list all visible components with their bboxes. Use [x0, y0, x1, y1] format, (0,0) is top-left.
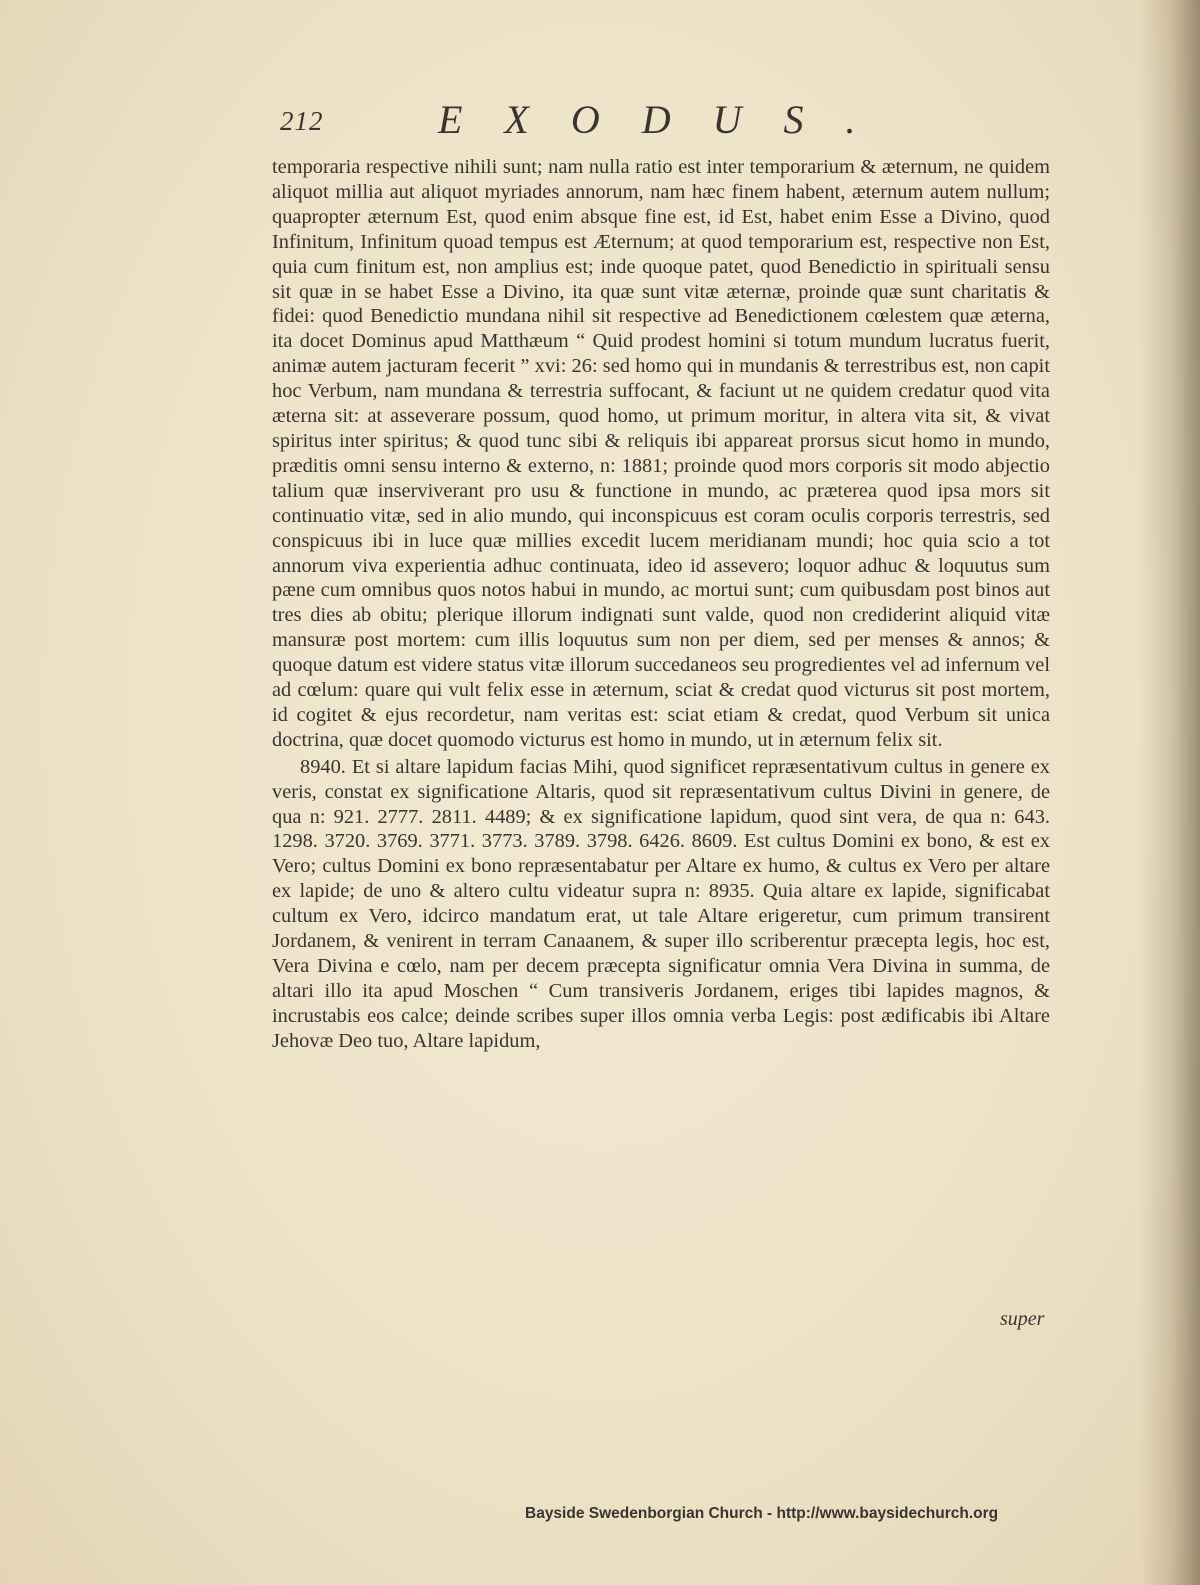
spine-shadow: [1140, 0, 1200, 1585]
page-number: 212: [280, 106, 324, 136]
body-text: [272, 155, 1050, 1054]
paragraph-8940: 8940. Et si altare lapidum facias Mihi, quod significet repræsentativum cultus in genere ex veris, constat ex significatione Altaris, quod sit repræsentativum cultus Divini in genere, de qua n: 921. 2777. 2811. 4489; & ex significatione lapidum, quod sint vera, de qua n: 643. 1298. 3720. 3769. 3771. 3773. 3789. 3798. 6426. 8609. Est cultus Domini ex bono, & est ex Vero; cultus Domini ex bono repræsentabatur per Altare ex humo, & cultus ex Vero per altare ex lapide; de uno & altero cultu videatur supra n: 8935. Quia altare ex lapide, significabat cultum ex Vero, idcirco mandatum erat, ut tale Altare erigeretur, cum primum transirent Jordanem, & venirent in terram Canaanem, & super illo scriberentur præcepta legis, hoc est, Vera Divina e cœlo, nam per decem præcepta significatur omnia Vera Divina in summa, de altari illo ita apud Moschen “ Cum transiveris Jordanem, eriges tibi lapides magnos, & incrustabis eos calce; deinde scribes super illos omnia verba Legis: post ædificabis ibi Altare Jehovæ Deo tuo, Altare lapidum,: [272, 755, 1050, 1052]
page-header: [280, 96, 1060, 146]
catchword: super: [1000, 1308, 1045, 1330]
footer-credit: Bayside Swedenborgian Church - http://www.baysidechurch.org: [525, 1505, 999, 1522]
paragraph-1: temporaria respective nihili sunt; nam nulla ratio est inter temporarium & æternum, ne quidem aliquot millia aut aliquot myriades annorum, nam hæc finem habent, æternum autem nullum; quapropter æternum Est, quod enim absque fine est, id Est, habet enim Esse a Divino, quod Infinitum, Infinitum quoad tempus est Æternum; at quod temporarium est, respective non Est, quia cum finitum est, non amplius est; inde quoque patet, quod Benedictio in spirituali sensu sit quæ in se habet Esse a Divino, ita quæ sunt vitæ æternæ, proinde quæ sunt charitatis & fidei: quod Benedictio mundana nihil sit respective ad Benedictionem cœlestem quæ æterna, ita docet Dominus apud Matthæum “ Quid prodest homini si totum mundum lucratus fuerit, animæ autem jacturam fecerit ” xvi: 26: sed homo qui in mundanis & terrestribus est, non capit hoc Verbum, nam mundana & terrestria suffocant, & faciunt ut ne quidem credatur quod vita æterna sit: at asseverare possum, quod homo, ut primum moritur, in altera vita sit, & vivat spiritus inter spiritus; & quod tunc sibi & reliquis ibi appareat prorsus sicut homo in mundo, præditis omni sensu interno & externo, n: 1881; proinde quod mors corporis sit modo abjectio talium quæ inserviverant pro usu & functione in mundo, ac præterea quod ipsa mors sit continuatio vitæ, sed in alio mundo, qui inconspicuus est coram oculis corporis terrestris, sed conspicuus ibi in luce quæ millies excedit lucem meridianam mundi; hoc quia scio a tot annorum viva experientia adhuc continuata, ideo id assevero; loquor adhuc & loquutus sum pæne cum omnibus quos notos habui in mundo, ac mortui sunt; cum quibusdam post binos aut tres dies ab obitu; plerique illorum indignati sunt valde, quod non crediderint aliquid vitæ mansuræ post mortem: cum illis loquutus sum non per diem, sed per menses & annos; & quoque datum est videre status vitæ illorum succedaneos seu progredientes vel ad infernum vel ad cœlum: quare qui vult felix esse in æternum, sciat & credat quod victurus sit post mortem, id cogitet & ejus recordetur, nam veritas est: sciat etiam & credat, quod Verbum sit unica doctrina, quæ docet quomodo victurus est homo in mundo, ut in æternum felix sit.: [272, 156, 1050, 751]
running-title: EXODUS.: [438, 97, 898, 142]
